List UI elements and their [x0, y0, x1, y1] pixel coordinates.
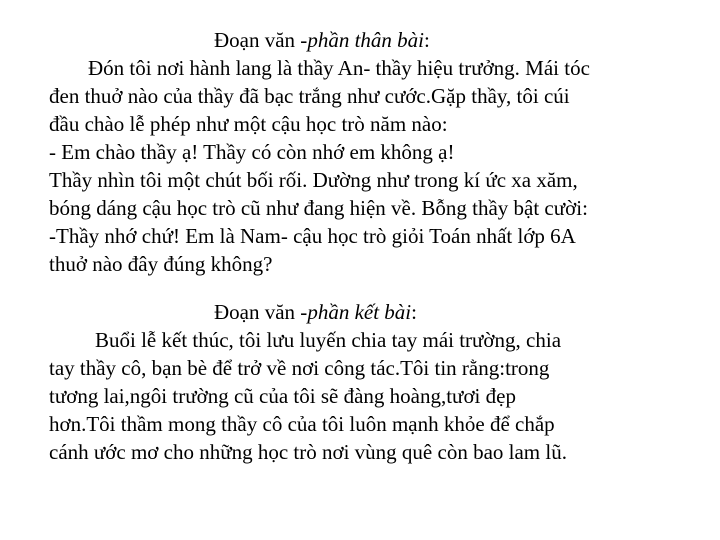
body-section — [49, 26, 699, 278]
paragraph-line: - Em chào thầy ạ! Thầy có còn nhớ em không ạ! — [49, 140, 455, 164]
paragraph-line: đen thuở nào của thầy đã bạc trắng như cước.Gặp thầy, tôi cúi — [49, 84, 570, 108]
paragraph-line: thuở nào đây đúng không? — [49, 252, 273, 276]
heading-suffix: : — [423, 28, 430, 52]
paragraph-line: Buổi lễ kết thúc, tôi lưu luyến chia tay mái trường, chia — [95, 328, 562, 352]
heading-prefix: Đoạn văn - — [214, 28, 308, 52]
section-heading-conclusion — [49, 298, 699, 326]
paragraph-line: Đón tôi nơi hành lang là thầy An- thầy hiệu trưởng. Mái tóc — [88, 56, 590, 80]
heading-suffix: : — [411, 300, 417, 324]
conclusion-section — [49, 298, 699, 466]
heading-italic: phần kết bài — [307, 300, 412, 324]
paragraph-line: đầu chào lễ phép như một cậu học trò năm nào: — [49, 112, 448, 136]
paragraph-line: hơn.Tôi thầm mong thầy cô của tôi luôn mạnh khỏe để chắp — [49, 412, 555, 436]
paragraph-line: tương lai,ngôi trường cũ của tôi sẽ đàng hoàng,tươi đẹp — [49, 384, 516, 408]
section-heading-body — [49, 26, 699, 54]
paragraph-line: Thầy nhìn tôi một chút bối rối. Dường như trong kí ức xa xăm, — [49, 168, 578, 192]
heading-italic: phần thân bài — [307, 28, 424, 52]
paragraph-line: -Thầy nhớ chứ! Em là Nam- cậu học trò giỏi Toán nhất lớp 6A — [49, 224, 576, 248]
paragraph-line: tay thầy cô, bạn bè để trở về nơi công tác.Tôi tin rằng:trong — [49, 356, 550, 380]
paragraph-line: cánh ước mơ cho những học trò nơi vùng quê còn bao lam lũ. — [49, 440, 567, 464]
heading-prefix: Đoạn văn - — [214, 300, 308, 324]
paragraph-line: bóng dáng cậu học trò cũ như đang hiện về. Bỗng thầy bật cười: — [49, 196, 588, 220]
